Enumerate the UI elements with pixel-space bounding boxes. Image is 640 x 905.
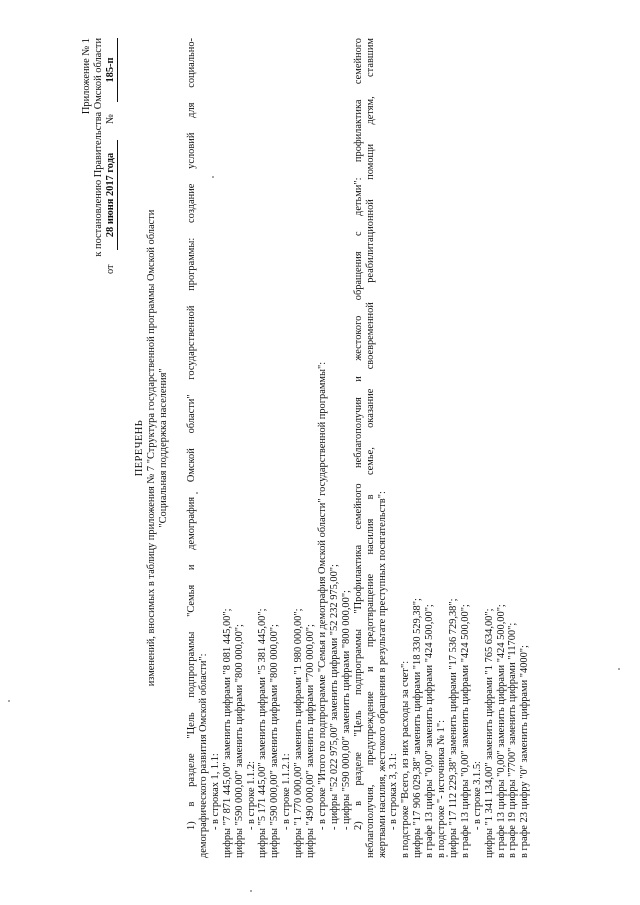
scan-speck xyxy=(618,668,620,670)
body-line: цифры "17 112 229,38" заменить цифрами "17 536 729,38"; xyxy=(447,598,459,858)
body-line: цифры "17 906 029,38" заменить цифрами "18 330 529,38"; xyxy=(412,598,424,858)
document-subtitle-2: "Социальная поддержка населения" xyxy=(157,368,169,528)
body-line: демографического развития Омской области": xyxy=(197,653,209,858)
body-line: в графе 13 цифры "0,00" заменить цифрами "424 500,00"; xyxy=(459,604,471,858)
body-line: цифры "7 871 445,00" заменить цифрами "8 081 445,00"; xyxy=(221,608,233,858)
body-line: цифры "1 341 134,00" заменить цифрами "1 765 634,00"; xyxy=(483,608,495,858)
document-body xyxy=(186,38,531,858)
body-line: 1) в разделе "Цель подпрограммы "Семья и демография Омской области" государственной программы: создание условий для социально- xyxy=(186,38,197,830)
body-line: цифры "590 000,00" заменить цифрами "800 000,00"; xyxy=(269,624,281,858)
body-line: - в строках 1, 1.1: xyxy=(209,753,221,830)
resolution-date: 28 июня 2017 года xyxy=(105,140,118,250)
body-line: неблагополучия, предупреждение и предотвращение насилия в семье, оказание своевременной реабилитационной помощи детям, ставшим xyxy=(364,38,376,858)
body-line: цифры "490 000,00" заменить цифрами "700 000,00"; xyxy=(305,624,317,858)
appendix-number: Приложение № 1 xyxy=(81,38,92,115)
rotated-document xyxy=(81,38,561,858)
scan-speck xyxy=(250,890,252,892)
body-line: жертвами насилия, жестокого обращения в результате преступных посягательств": xyxy=(376,491,388,858)
body-line: - в строке 1.1.2: xyxy=(245,761,257,830)
body-line: - в строке 3.1.5: xyxy=(471,761,483,830)
number-label: № xyxy=(104,114,116,124)
scan-speck xyxy=(8,700,10,702)
body-line: в графе 13 цифры "0,00" заменить цифрами "424 500,00"; xyxy=(495,604,507,858)
body-line: - цифры "590 000,00" заменить цифрами "800 000,00"; xyxy=(340,590,352,830)
appendix-reference: к постановлению Правительства Омской области xyxy=(92,38,104,257)
body-line: в графе 13 цифры "0,00" заменить цифрами "424 500,00"; xyxy=(424,604,436,858)
document-subtitle: изменений, вносимых в таблицу приложения № 7 "Структура государственной программы Омской области xyxy=(145,209,157,687)
appendix-block xyxy=(81,38,117,274)
body-line: в графе 23 цифру "0" заменить цифрами "4000"; xyxy=(519,645,531,858)
body-line: - цифры "52 022 975,00" заменить цифрами "52 232 975,00"; xyxy=(328,564,340,830)
body-line: в графе 19 цифры "7700" заменить цифрами "11700"; xyxy=(507,622,519,858)
resolution-line xyxy=(105,38,117,274)
body-line: в подстроке "- источника № 1": xyxy=(436,720,448,858)
body-line: - в строках 3, 3.1: xyxy=(388,753,400,830)
body-line: цифры "1 770 000,00" заменить цифрами "1 980 000,00"; xyxy=(293,608,305,858)
body-line: цифры "5 171 445,00" заменить цифрами "5 381 445,00"; xyxy=(257,608,269,858)
from-label: от xyxy=(104,264,116,274)
document-heading xyxy=(134,38,170,858)
body-line: 2) в разделе "Цель подпрограммы "Профилактика семейного неблагополучия и жестокого обращения с детьми": профилактика семейного xyxy=(352,38,364,830)
resolution-number: 185-п xyxy=(105,38,118,102)
document-title: ПЕРЕЧЕНЬ xyxy=(134,419,145,477)
body-line: - в строке 1.1.2.1: xyxy=(281,753,293,830)
body-line: в подстроке "Всего, из них расходы за счет": xyxy=(400,660,412,858)
body-line: - в строке "Итого по подпрограмме "Семья и демография Омской области" государственной программы": xyxy=(316,361,328,830)
body-line: цифры "590 000,00" заменить цифрами "800 000,00"; xyxy=(233,624,245,858)
